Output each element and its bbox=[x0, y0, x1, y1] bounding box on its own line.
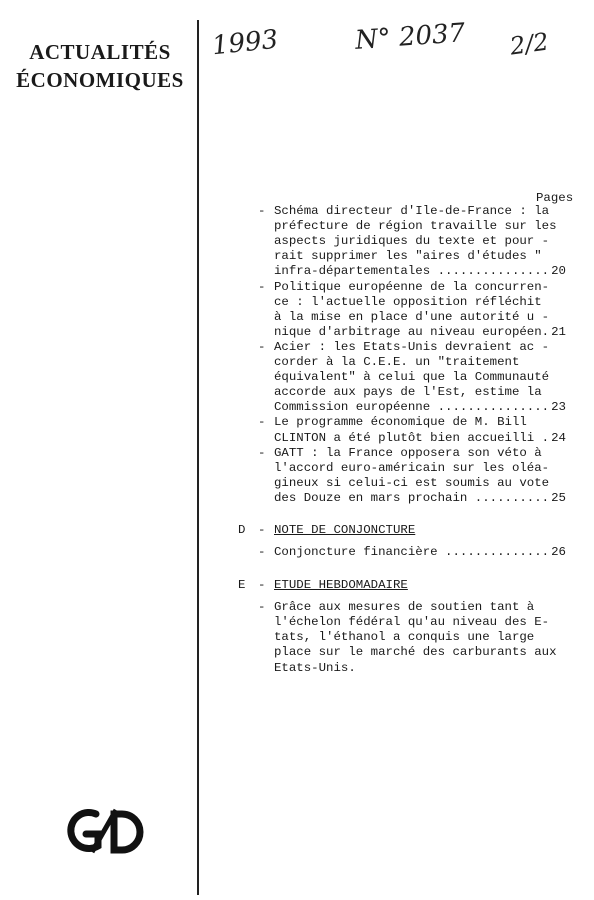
toc-entry-line: place sur le marché des carburants aux bbox=[274, 645, 557, 660]
toc-entry-line: des Douze en mars prochain .......... bbox=[274, 490, 550, 505]
masthead-line-2: ÉCONOMIQUES bbox=[16, 68, 184, 92]
toc-entry-line: Conjoncture financière .............. bbox=[274, 545, 550, 559]
toc-entry-line: équivalent" à celui que la Communauté bbox=[274, 370, 550, 385]
entry-dash: - bbox=[258, 279, 266, 294]
handwritten-number: N° 2037 bbox=[354, 18, 467, 56]
toc-entry-line: Schéma directeur d'Ile-de-France : la bbox=[274, 204, 550, 218]
vertical-rule bbox=[197, 20, 199, 895]
gd-logo-icon bbox=[56, 802, 152, 862]
toc-entry-line: gineux si celui-ci est soumis au vote bbox=[274, 475, 550, 490]
toc-entry-line: à la mise en place d'une autorité u - bbox=[274, 309, 550, 324]
toc-entry-line: Le programme économique de M. Bill bbox=[274, 415, 527, 430]
toc-entry-line: Acier : les Etats-Unis devraient ac - bbox=[274, 339, 550, 354]
entry-dash: - bbox=[258, 339, 266, 354]
toc-page-number: 26 bbox=[551, 545, 566, 559]
entry-dash: - bbox=[258, 204, 266, 218]
entry-dash: - bbox=[258, 600, 266, 615]
toc-entry-line: accorde aux pays de l'Est, estime la bbox=[274, 385, 542, 400]
toc-entry-line: corder à la C.E.E. un "traitement bbox=[274, 355, 520, 369]
toc-entry-line: Commission européenne ............... bbox=[274, 400, 550, 415]
toc-entry-line: l'accord euro-américain sur les oléa- bbox=[274, 460, 550, 475]
toc-entry-line: préfecture de région travaille sur les bbox=[274, 219, 557, 234]
entry-dash: - bbox=[258, 415, 266, 430]
handwritten-year: 1993 bbox=[210, 24, 280, 62]
handwritten-fraction: 2/2 bbox=[508, 27, 551, 61]
section-heading: ETUDE HEBDOMADAIRE bbox=[274, 578, 408, 593]
section-dash: - bbox=[258, 523, 266, 537]
toc-entry-line: infra-départementales ............... bbox=[274, 264, 550, 279]
masthead-title bbox=[14, 38, 186, 94]
masthead-line-1: ACTUALITÉS bbox=[29, 40, 171, 64]
toc-page-number: 25 bbox=[551, 490, 566, 505]
entry-dash: - bbox=[258, 445, 266, 460]
toc-entry-line: GATT : la France opposera son véto à bbox=[274, 445, 542, 460]
toc-page-number: 20 bbox=[551, 264, 566, 279]
toc-entry-line: rait supprimer les "aires d'études " bbox=[274, 249, 542, 264]
toc-entry-line: l'échelon fédéral qu'au niveau des E- bbox=[274, 615, 550, 630]
toc-entry-line: Politique européenne de la concurren- bbox=[274, 279, 550, 294]
section-letter: D bbox=[238, 523, 246, 537]
toc-entry-line: nique d'arbitrage au niveau européen. bbox=[274, 324, 550, 339]
section-letter: E bbox=[238, 578, 246, 593]
toc-entry-line: Grâce aux mesures de soutien tant à bbox=[274, 600, 535, 615]
toc-entry-line: ce : l'actuelle opposition réfléchit bbox=[274, 294, 542, 309]
section-dash: - bbox=[258, 578, 266, 593]
toc-entry-line: CLINTON a été plutôt bien accueilli . bbox=[274, 430, 550, 445]
toc-page-number: 24 bbox=[551, 430, 566, 445]
entry-dash: - bbox=[258, 545, 266, 559]
toc-entry-line: aspects juridiques du texte et pour - bbox=[274, 234, 550, 249]
pages-column-header: Pages bbox=[536, 191, 574, 205]
toc-page-number: 21 bbox=[551, 324, 566, 339]
toc-page-number: 23 bbox=[551, 400, 566, 415]
toc-entry-line: Etats-Unis. bbox=[274, 660, 356, 675]
toc-entry-line: tats, l'éthanol a conquis une large bbox=[274, 630, 535, 645]
section-heading: NOTE DE CONJONCTURE bbox=[274, 523, 416, 537]
